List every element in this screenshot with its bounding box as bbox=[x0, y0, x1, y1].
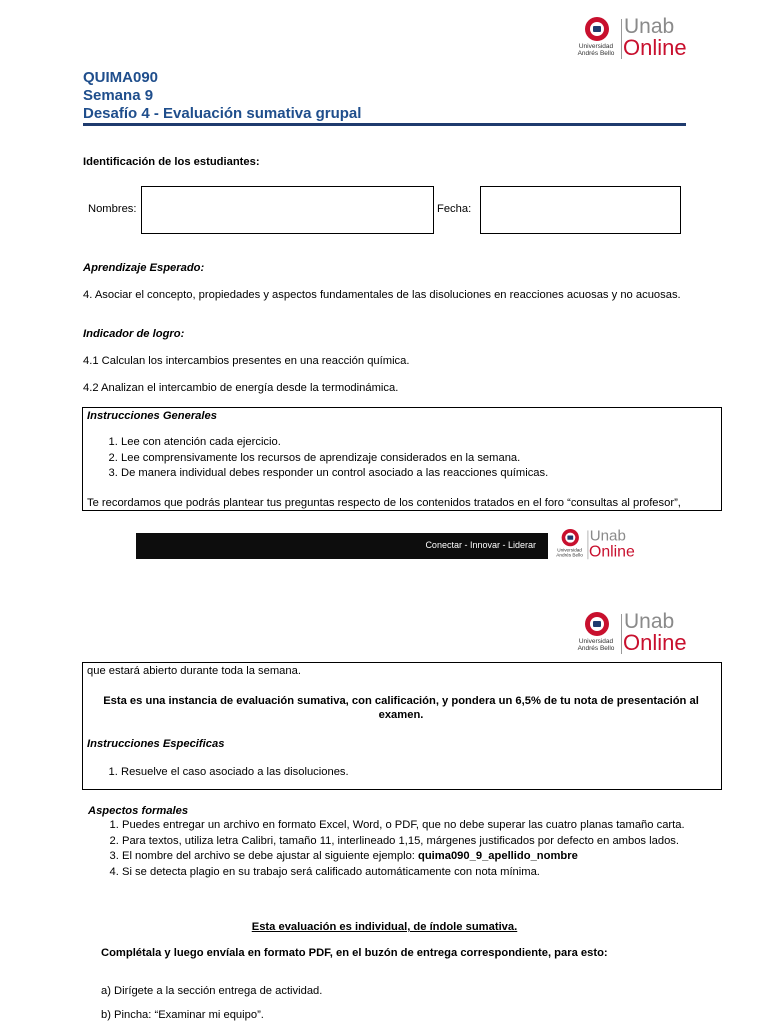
individual-statement: Esta evaluación es individual, de índole sumativa. bbox=[251, 921, 518, 933]
file-name-instruction: El nombre del archivo se debe ajustar al siguiente ejemplo: bbox=[122, 850, 419, 862]
logo-unab: Unab bbox=[589, 527, 626, 545]
week-label: Semana 9 bbox=[83, 87, 154, 104]
step-a: a) Dirígete a la sección entrega de actividad. bbox=[101, 985, 323, 997]
university-seal-icon bbox=[585, 17, 609, 41]
step-b: b) Pincha: “Examinar mi equipo”. bbox=[101, 1009, 264, 1021]
logo-online: Online bbox=[623, 35, 687, 60]
logo-online: Online bbox=[589, 541, 635, 560]
indicator-heading: Indicador de logro: bbox=[83, 328, 185, 340]
list-item: 1. Puedes entregar un archivo en formato Excel, Word, o PDF, que no debe superar las cuatro planas tamaño carta. bbox=[122, 818, 722, 834]
list-item: 2. Lee comprensivamente los recursos de aprendizaje considerados en la semana. bbox=[121, 450, 722, 466]
unab-online-logo bbox=[573, 17, 685, 61]
list-item: 4. Si se detecta plagio en su trabajo será calificado automáticamente con nota mínima. bbox=[122, 865, 722, 881]
list-item bbox=[122, 849, 722, 865]
list-item: 2. Para textos, utiliza letra Calibri, tamaño 11, interlineado 1,15, márgenes justificados por defecto en ambos lados. bbox=[122, 834, 722, 850]
learning-text: 4. Asociar el concepto, propiedades y aspectos fundamentales de las disoluciones en reacciones acuosas y no acuosas. bbox=[83, 289, 681, 301]
names-label: Nombres: bbox=[88, 203, 137, 215]
specific-instructions-list bbox=[83, 765, 751, 780]
course-code: QUIMA090 bbox=[83, 69, 159, 86]
general-instructions-list bbox=[83, 435, 722, 481]
evaluation-statement: Esta es una instancia de evaluación sumativa, con calificación, y pondera un 6,5% de tu nota de presentación al examen. bbox=[103, 695, 699, 721]
page-title: Desafío 4 - Evaluación sumativa grupal bbox=[83, 105, 362, 122]
indicator-2: 4.2 Analizan el intercambio de energía desde la termodinámica. bbox=[83, 382, 399, 394]
university-name: Universidad Andrés Bello bbox=[556, 547, 583, 558]
date-field[interactable] bbox=[480, 186, 681, 234]
logo-divider bbox=[621, 614, 622, 654]
logo-unab: Unab bbox=[624, 15, 675, 38]
university-seal-icon bbox=[562, 529, 579, 546]
list-item: 3. De manera individual debes responder un control asociado a las reacciones químicas. bbox=[121, 466, 722, 481]
names-field[interactable] bbox=[141, 186, 434, 234]
footer-logo bbox=[553, 529, 634, 561]
indicator-1: 4.1 Calculan los intercambios presentes en una reacción química. bbox=[83, 355, 410, 367]
footer-bar bbox=[136, 533, 548, 559]
logo-unab: Unab bbox=[624, 610, 675, 633]
general-instructions-heading: Instrucciones Generales bbox=[87, 410, 217, 422]
logo-online: Online bbox=[623, 630, 687, 655]
students-heading: Identificación de los estudiantes: bbox=[83, 156, 260, 168]
unab-online-logo-page2 bbox=[573, 612, 685, 656]
formal-heading: Aspectos formales bbox=[88, 805, 189, 817]
header-rule bbox=[83, 123, 686, 126]
date-label: Fecha: bbox=[437, 203, 472, 215]
evaluation-box bbox=[82, 662, 722, 790]
university-name: Universidad Andrés Bello bbox=[577, 43, 615, 57]
submit-instruction: Complétala y luego envíala en formato PDF, en el buzón de entrega correspondiente, para esto: bbox=[101, 947, 608, 959]
list-item: 1. Lee con atención cada ejercicio. bbox=[121, 435, 722, 450]
university-seal-icon bbox=[585, 612, 609, 636]
file-name-example: quima090_9_apellido_nombre bbox=[418, 850, 578, 862]
forum-note: Te recordamos que podrás plantear tus preguntas respecto de los contenidos tratados en el foro “consultas al profesor”, bbox=[87, 497, 681, 509]
forum-note-continued: que estará abierto durante toda la semana. bbox=[87, 665, 301, 677]
learning-heading: Aprendizaje Esperado: bbox=[83, 262, 205, 274]
list-item: 1. Resuelve el caso asociado a las disoluciones. bbox=[121, 765, 751, 780]
formal-list bbox=[84, 818, 722, 880]
university-name: Universidad Andrés Bello bbox=[577, 638, 615, 652]
specific-instructions-heading: Instrucciones Especificas bbox=[87, 738, 225, 750]
logo-divider bbox=[621, 19, 622, 59]
general-instructions-box bbox=[82, 407, 722, 511]
footer-tagline: Conectar - Innovar - Liderar bbox=[425, 540, 536, 550]
